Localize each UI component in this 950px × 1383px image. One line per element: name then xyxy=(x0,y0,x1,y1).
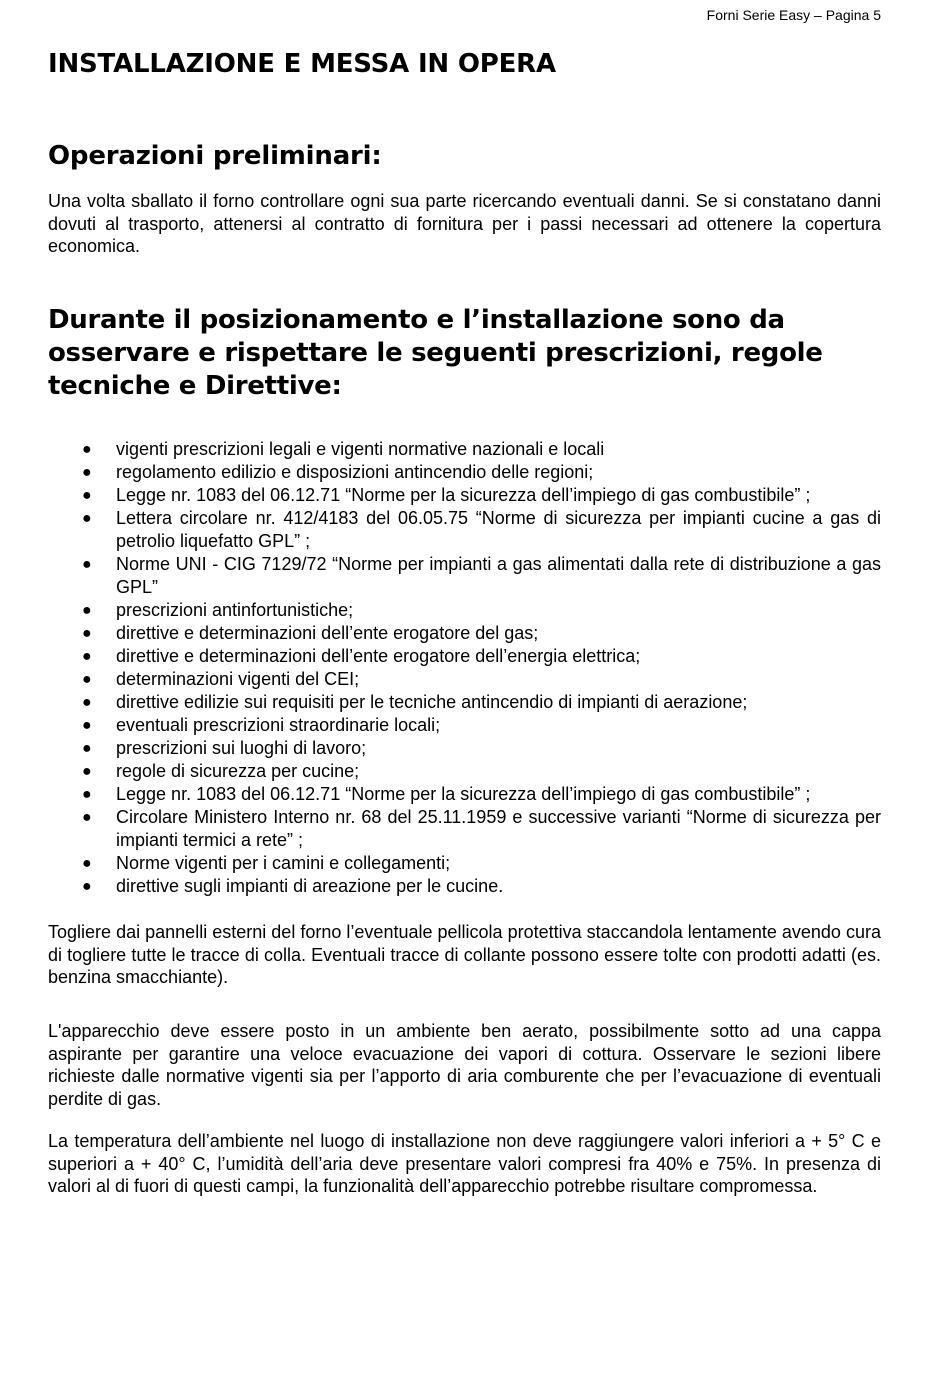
list-item xyxy=(48,461,881,484)
bullet-icon: ● xyxy=(82,602,92,619)
list-item xyxy=(48,783,881,806)
list-item-text: Legge nr. 1083 del 06.12.71 “Norme per la sicurezza dell’impiego di gas combustibile” ; xyxy=(116,784,811,804)
bullet-icon: ● xyxy=(82,671,92,688)
main-title: INSTALLAZIONE E MESSA IN OPERA xyxy=(48,49,556,79)
list-item xyxy=(48,737,881,760)
bullet-icon: ● xyxy=(82,809,92,826)
list-item xyxy=(48,875,881,898)
list-item xyxy=(48,484,881,507)
film-removal-paragraph: Togliere dai pannelli esterni del forno l’eventuale pellicola protettiva staccandola lentamente avendo cura di togliere tutte le tracce di colla. Eventuali tracce di collante possono essere tolte con prodotti adatti (es. benzina smacchiante). xyxy=(48,922,881,987)
list-item xyxy=(48,553,881,599)
bullet-icon: ● xyxy=(82,763,92,780)
bullet-icon: ● xyxy=(82,694,92,711)
list-item-text: vigenti prescrizioni legali e vigenti normative nazionali e locali xyxy=(116,439,605,459)
list-item xyxy=(48,760,881,783)
regulations-heading: Durante il posizionamento e l’installazione sono da osservare e rispettare le seguenti prescrizioni, regole tecniche e Direttive: xyxy=(48,305,823,401)
bullet-icon: ● xyxy=(82,717,92,734)
list-item xyxy=(48,714,881,737)
list-item xyxy=(48,438,881,461)
ventilation-paragraph: L'apparecchio deve essere posto in un ambiente ben aerato, possibilmente sotto ad una cappa aspirante per garantire una veloce evacuazione dei vapori di cottura. Osservare le sezioni libere richieste dalle normative vigenti sia per l’apporto di aria comburente che per l’evacuazione di eventuali perdite di gas. xyxy=(48,1021,881,1109)
list-item xyxy=(48,622,881,645)
list-item-text: prescrizioni sui luoghi di lavoro; xyxy=(116,738,367,758)
list-item-text: prescrizioni antinfortunistiche; xyxy=(116,600,354,620)
preliminary-operations-paragraph: Una volta sballato il forno controllare ogni sua parte ricercando eventuali danni. Se si constatano danni dovuti al trasporto, attenersi al contratto di fornitura per i passi necessari ad ottenere la copertura economica. xyxy=(48,191,881,256)
bullet-icon: ● xyxy=(82,510,92,527)
list-item-text: Lettera circolare nr. 412/4183 del 06.05.75 “Norme di sicurezza per impianti cucine a gas di petrolio liquefatto GPL” ; xyxy=(116,508,881,551)
list-item xyxy=(48,806,881,852)
list-item-text: Circolare Ministero Interno nr. 68 del 25.11.1959 e successive varianti “Norme di sicurezza per impianti termici a rete” ; xyxy=(116,807,881,850)
environment-paragraph: La temperatura dell’ambiente nel luogo di installazione non deve raggiungere valori inferiori a + 5° C e superiori a + 40° C, l’umidità dell’aria deve presentare valori compresi fra 40% e 75%. In presenza di valori al di fuori di questi campi, la funzionalità dell’apparecchio potrebbe risultare compromessa. xyxy=(48,1131,881,1196)
bullet-icon: ● xyxy=(82,487,92,504)
regulations-list xyxy=(48,438,881,898)
bullet-icon: ● xyxy=(82,625,92,642)
list-item-text: eventuali prescrizioni straordinarie locali; xyxy=(116,715,441,735)
bullet-icon: ● xyxy=(82,464,92,481)
list-item xyxy=(48,691,881,714)
list-item-text: direttive edilizie sui requisiti per le tecniche antincendio di impianti di aerazione; xyxy=(116,692,748,712)
list-item-text: determinazioni vigenti del CEI; xyxy=(116,669,360,689)
bullet-icon: ● xyxy=(82,786,92,803)
list-item-text: Norme UNI - CIG 7129/72 “Norme per impianti a gas alimentati dalla rete di distribuzione a gas GPL” xyxy=(116,554,881,597)
bullet-icon: ● xyxy=(82,855,92,872)
bullet-icon: ● xyxy=(82,556,92,573)
list-item-text: Norme vigenti per i camini e collegamenti; xyxy=(116,853,451,873)
list-item-text: direttive e determinazioni dell’ente erogatore dell’energia elettrica; xyxy=(116,646,641,666)
list-item-text: regole di sicurezza per cucine; xyxy=(116,761,360,781)
list-item-text: direttive e determinazioni dell’ente erogatore del gas; xyxy=(116,623,539,643)
preliminary-operations-heading: Operazioni preliminari: xyxy=(48,141,382,171)
bullet-icon: ● xyxy=(82,740,92,757)
list-item xyxy=(48,507,881,553)
bullet-icon: ● xyxy=(82,441,92,458)
page-header: Forni Serie Easy – Pagina 5 xyxy=(706,7,881,23)
list-item xyxy=(48,599,881,622)
list-item xyxy=(48,645,881,668)
list-item-text: regolamento edilizio e disposizioni antincendio delle regioni; xyxy=(116,462,594,482)
list-item-text: Legge nr. 1083 del 06.12.71 “Norme per la sicurezza dell’impiego di gas combustibile” ; xyxy=(116,485,811,505)
list-item-text: direttive sugli impianti di areazione per le cucine. xyxy=(116,876,504,896)
bullet-icon: ● xyxy=(82,878,92,895)
list-item xyxy=(48,668,881,691)
bullet-icon: ● xyxy=(82,648,92,665)
list-item xyxy=(48,852,881,875)
